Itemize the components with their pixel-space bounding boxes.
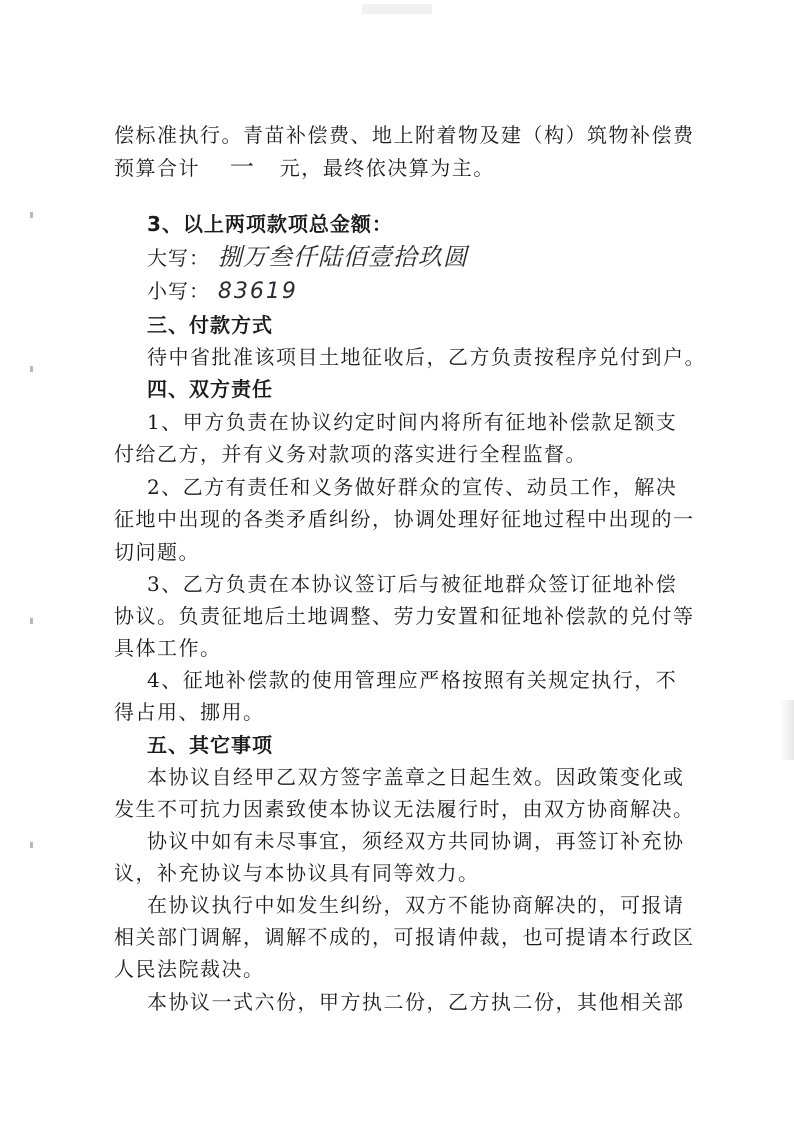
budget-suffix: 元，最终依决算为主。 [279,156,495,180]
text-line: 征地中出现的各类矛盾纠纷，协调处理好征地过程中出现的一 [114,507,695,531]
section-heading-responsibilities: 四、双方责任 [147,377,273,401]
text-line: 1、甲方负责在协议约定时间内将所有征地补偿款足额支 [147,410,678,434]
text-line: 待中省批准该项目土地征收后，乙方负责按程序兑付到户。 [147,345,706,369]
total-amount-heading: 3、以上两项款项总金额： [147,212,393,236]
section-heading-other: 五、其它事项 [147,733,273,757]
text-line: 协议。负责征地后土地调整、劳力安置和征地补偿款的兑付等 [114,604,695,628]
scan-artifact [362,4,432,14]
text-line: 议，补充协议与本协议具有同等效力。 [114,861,480,885]
binding-mark [30,212,33,218]
text-line: 相关部门调解，调解不成的，可报请仲裁，也可提请本行政区 [114,925,695,949]
text-line: 人民法院裁决。 [114,957,265,981]
binding-mark [30,842,33,848]
handwritten-budget-blank: 一 [227,153,253,181]
text-line: 3、乙方负责在本协议签订后与被征地群众签订征地补偿 [147,572,678,596]
handwritten-amount-digits: 83619 [217,279,298,304]
text-line: 具体工作。 [114,636,222,660]
text-line: 发生不可抗力因素致使本协议无法履行时，由双方协商解决。 [114,797,695,821]
text-line: 得占用、挪用。 [114,700,265,724]
text-line: 4、征地补偿款的使用管理应严格按照有关规定执行，不 [147,668,678,692]
text-line: 本协议自经甲乙双方签字盖章之日起生效。因政策变化或 [147,765,685,789]
text-line: 2、乙方有责任和义务做好群众的宣传、动员工作，解决 [147,475,678,499]
text-line: 本协议一式六份，甲方执二份，乙方执二份，其他相关部 [147,990,685,1014]
text-line: 在协议执行中如发生纠纷，双方不能协商解决的，可报请 [147,893,685,917]
binding-mark [30,618,33,624]
binding-mark [30,366,33,372]
amount-digits-label: 小写： [147,279,210,303]
text-line: 协议中如有未尽事宜，须经双方共同协调，再签订补充协 [147,829,685,853]
budget-line [114,153,495,182]
amount-words-label: 大写： [147,246,210,270]
section-heading-payment: 三、付款方式 [147,313,273,337]
amount-words-line [147,243,468,272]
handwritten-amount-words: 捌万叁仟陆佰壹拾玖圆 [217,243,468,271]
text-line: 切问题。 [114,540,200,564]
budget-label: 预算合计 [114,156,200,180]
text-line: 偿标准执行。青苗补偿费、地上附着物及建（构）筑物补偿费 [114,123,695,147]
amount-digits-line [147,277,298,306]
text-line: 付给乙方，并有义务对款项的落实进行全程监督。 [114,442,587,466]
scan-edge-shadow [780,700,794,760]
